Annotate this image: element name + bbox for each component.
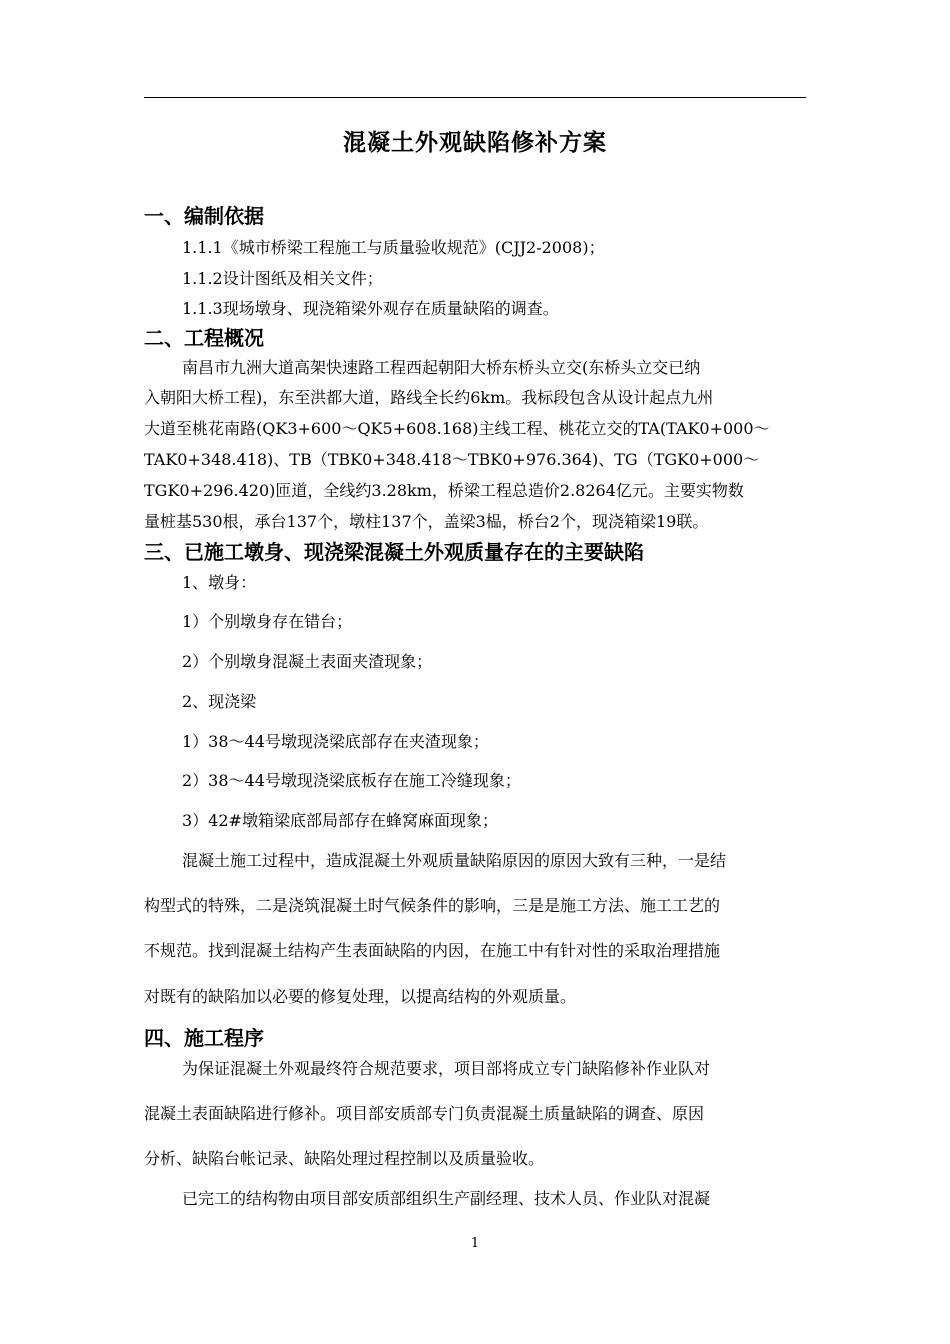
defect-item-3: 2）个别墩身混凝土表面夹渣现象； (182, 652, 433, 671)
defect-item-4: 2、现浇梁 (182, 692, 257, 711)
basis-item-3: 1.1.3现场墩身、现浇箱梁外观存在质量缺陷的调查。 (182, 299, 559, 318)
procedure-line-4: 已完工的结构物由项目部安质部组织生产副经理、技术人员、作业队对混凝 (182, 1189, 711, 1208)
overview-line-2: 入朝阳大桥工程)，东至洪都大道，路线全长约6km。我标段包含从设计起点九州 (144, 388, 714, 407)
defect-item-1: 1、墩身： (182, 573, 257, 592)
section-3-heading: 三、已施工墩身、现浇梁混凝土外观质量存在的主要缺陷 (144, 540, 644, 564)
overview-line-1: 南昌市九洲大道高架快速路工程西起朝阳大桥东桥头立交(东桥头立交已纳 (182, 358, 701, 377)
procedure-line-1: 为保证混凝土外观最终符合规范要求，项目部将成立专门缺陷修补作业队对 (182, 1059, 711, 1078)
page-number: 1 (470, 1236, 480, 1251)
overview-line-5: TGK0+296.420)匝道，全线约3.28km，桥梁工程总造价2.8264亿元。主要实物数 (144, 481, 744, 500)
overview-line-6: 量桩基530根，承台137个，墩柱137个，盖梁3榀，桥台2个，现浇箱梁19联。 (144, 512, 709, 531)
procedure-line-3: 分析、缺陷台帐记录、缺陷处理过程控制以及质量验收。 (144, 1149, 545, 1168)
procedure-line-2: 混凝土表面缺陷进行修补。项目部安质部专门负责混凝土质量缺陷的调查、原因 (144, 1104, 705, 1123)
section-4-heading: 四、施工程序 (144, 1026, 264, 1050)
cause-line-1: 混凝土施工过程中，造成混凝土外观质量缺陷原因的原因大致有三种，一是结 (182, 851, 727, 870)
defect-item-2: 1）个别墩身存在错台； (182, 612, 353, 631)
overview-line-4: TAK0+348.418)、TB（TBK0+348.418～TBK0+976.364)、TG（TGK0+000～ (144, 450, 760, 469)
section-2-heading: 二、工程概况 (144, 326, 264, 350)
overview-line-3: 大道至桃花南路(QK3+600～QK5+608.168)主线工程、桃花立交的TA(TAK0+000～ (144, 419, 770, 438)
basis-item-1: 1.1.1《城市桥梁工程施工与质量验收规范》(CJJ2-2008)； (182, 238, 605, 257)
document-title: 混凝土外观缺陷修补方案 (343, 130, 607, 156)
cause-line-4: 对既有的缺陷加以必要的修复处理，以提高结构的外观质量。 (144, 987, 577, 1006)
defect-item-6: 2）38～44号墩现浇梁底板存在施工冷缝现象； (182, 771, 521, 790)
section-1-heading: 一、编制依据 (144, 204, 264, 228)
cause-line-2: 构型式的特殊，二是浇筑混凝土时气候条件的影响，三是是施工方法、施工工艺的 (144, 896, 721, 915)
defect-item-7: 3）42#墩箱梁底部局部存在蜂窝麻面现象； (182, 811, 498, 830)
cause-line-3: 不规范。找到混凝土结构产生表面缺陷的内因，在施工中有针对性的采取治理措施 (144, 941, 721, 960)
basis-item-2: 1.1.2设计图纸及相关文件； (182, 269, 383, 288)
header-rule (144, 97, 806, 98)
defect-item-5: 1）38～44号墩现浇梁底部存在夹渣现象； (182, 732, 489, 751)
